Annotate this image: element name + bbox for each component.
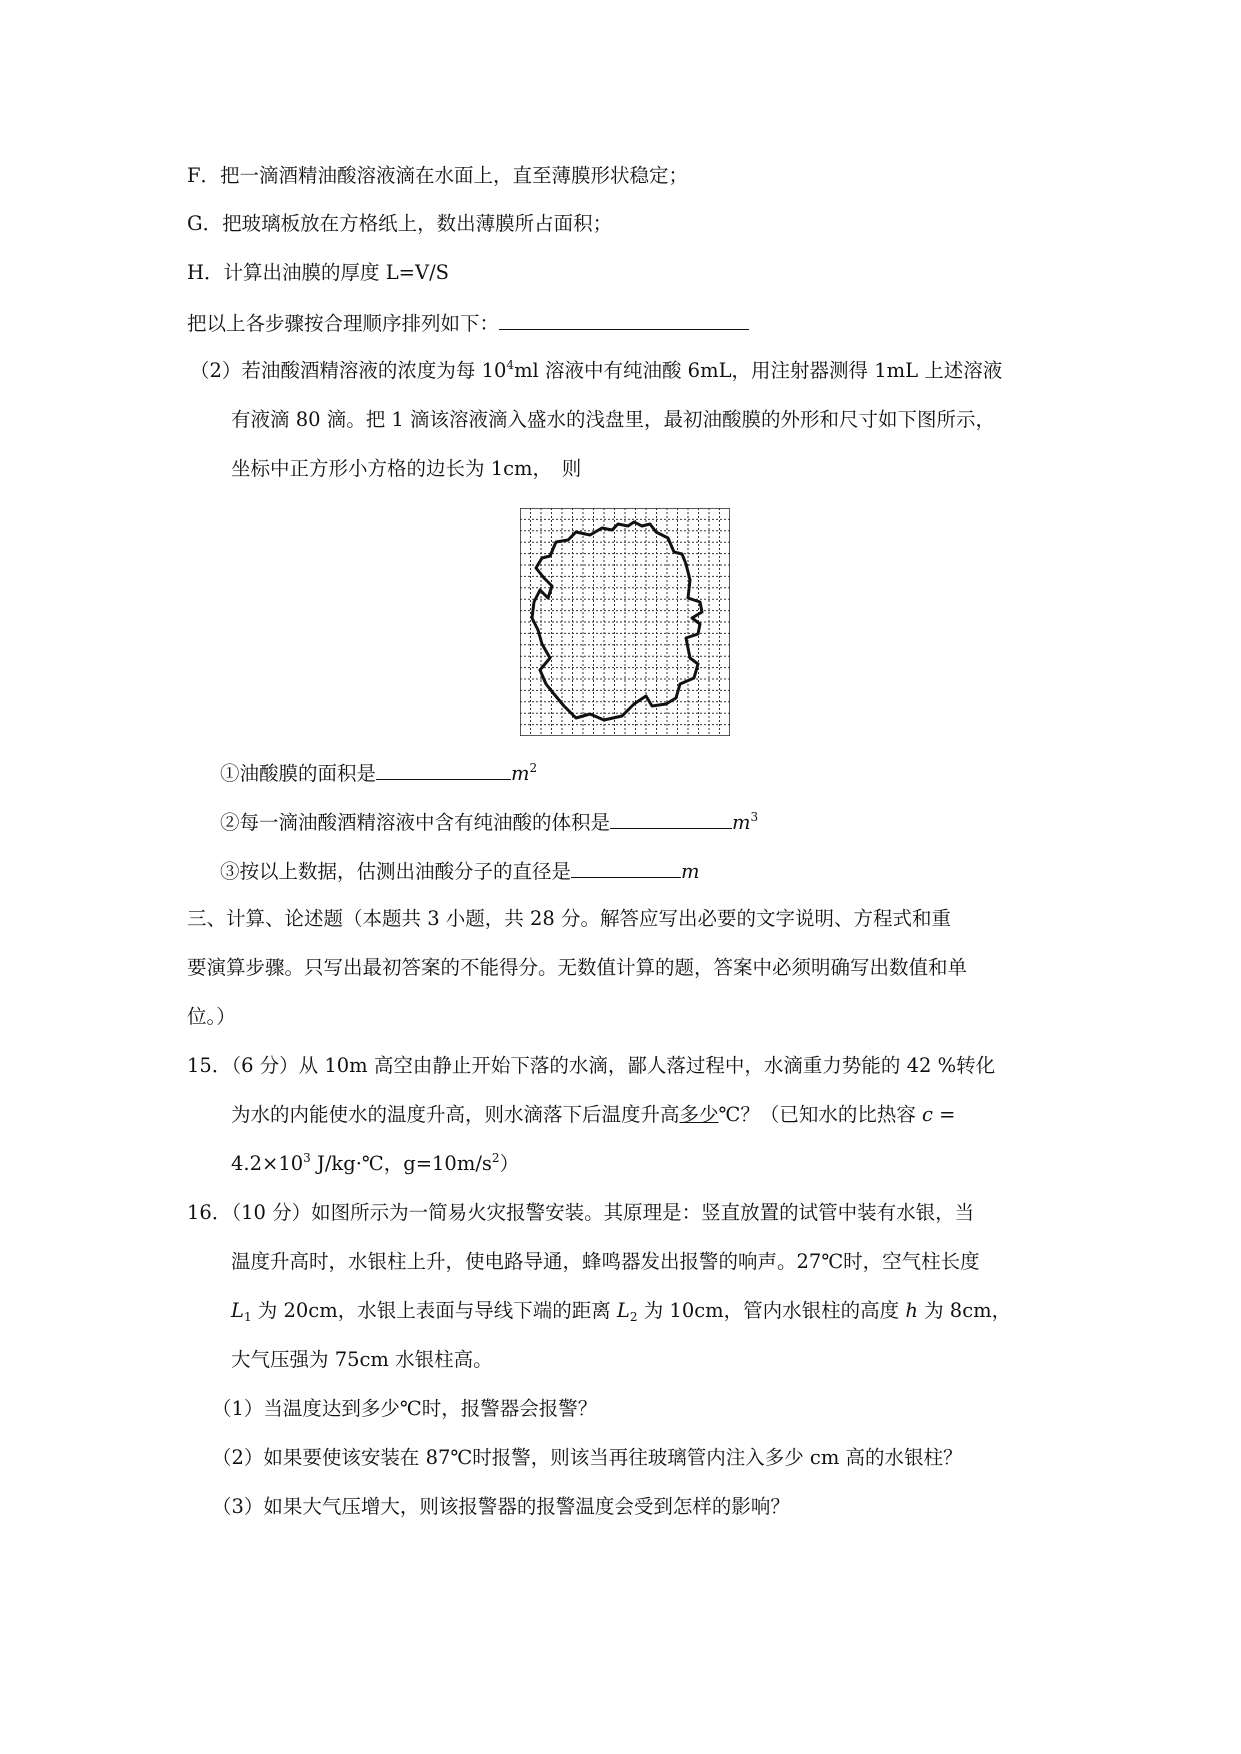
q16-line2: 温度升高时，水银柱上升，使电路导通，蜂鸣器发出报警的响声。27℃时，空气柱长度: [231, 1250, 980, 1273]
oil-film-grid-figure: [520, 508, 730, 736]
q15-line1: 15．（6 分）从 10m 高空由静止开始下落的水滴，鄙人落过程中，水滴重力势能的 42 %转化: [187, 1054, 996, 1077]
q16-line4: 大气压强为 75cm 水银柱高。: [231, 1348, 493, 1371]
order-prompt-text: 把以上各步骤按合理顺序排列如下：: [187, 312, 500, 335]
q2-line3: 坐标中正方形小方格的边长为 1cm， 则: [231, 457, 582, 480]
subq-2: ②每一滴油酸酒精溶液中含有纯油酸的体积是 $m^3$: [220, 810, 759, 834]
q16-part1: （1）当温度达到多少℃时，报警器会报警？: [212, 1397, 598, 1420]
step-h: H．计算出油膜的厚度 L=V/S: [187, 261, 450, 284]
step-f: F．把一滴酒精油酸溶液滴在水面上，直至薄膜形状稳定；: [187, 164, 689, 187]
q15-line3: $4.2\times 10^3$ J/kg·℃，$g=10m/s^2$）: [231, 1151, 520, 1175]
section3-line2: 要演算步骤。只写出最初答案的不能得分。无数值计算的题，答案中必须明确写出数值和单: [187, 956, 968, 979]
order-prompt: [187, 310, 749, 336]
subq-1: ①油酸膜的面积是 $m^2$: [220, 761, 538, 785]
volume-answer-blank[interactable]: [610, 809, 732, 829]
q16-line1: 16．（10 分）如图所示为一简易火灾报警安装。其原理是：竖直放置的试管中装有水银，当: [187, 1201, 975, 1224]
section3-line1: 三、计算、论述题（本题共 3 小题，共 28 分。解答应写出必要的文字说明、方程式和重: [187, 907, 952, 930]
section3-line3: 位。）: [187, 1005, 236, 1028]
q2-line1: （2）若油酸酒精溶液的浓度为每 $10^4ml$ 溶液中有纯油酸 6mL，用注射器测得 1mL 上述溶液: [190, 358, 1003, 382]
subq-3: ③按以上数据，估测出油酸分子的直径是 m: [220, 860, 700, 883]
q16-part3: （3）如果大气压增大，则该报警器的报警温度会受到怎样的影响？: [212, 1495, 790, 1518]
area-answer-blank[interactable]: [376, 760, 511, 780]
order-answer-blank[interactable]: [499, 310, 749, 330]
q16-part2: （2）如果要使该安装在 87℃时报警，则该当再往玻璃管内注入多少 cm 高的水银柱？: [212, 1446, 963, 1469]
q15-line2: 为水的内能使水的温度升高，则水滴落下后温度升高多少℃？（已知水的比热容 c =: [231, 1103, 956, 1126]
q16-line3: $L_1$ 为 20cm，水银上表面与导线下端的距离 $L_2$ 为 10cm，管内水银柱的高度 h 为 8cm，: [231, 1299, 1012, 1324]
diameter-answer-blank[interactable]: [571, 858, 681, 878]
step-g: G．把玻璃板放在方格纸上，数出薄膜所占面积；: [187, 212, 613, 235]
q2-line2: 有液滴 80 滴。把 1 滴该溶液滴入盛水的浅盘里，最初油酸膜的外形和尺寸如下图所示，: [231, 408, 996, 431]
